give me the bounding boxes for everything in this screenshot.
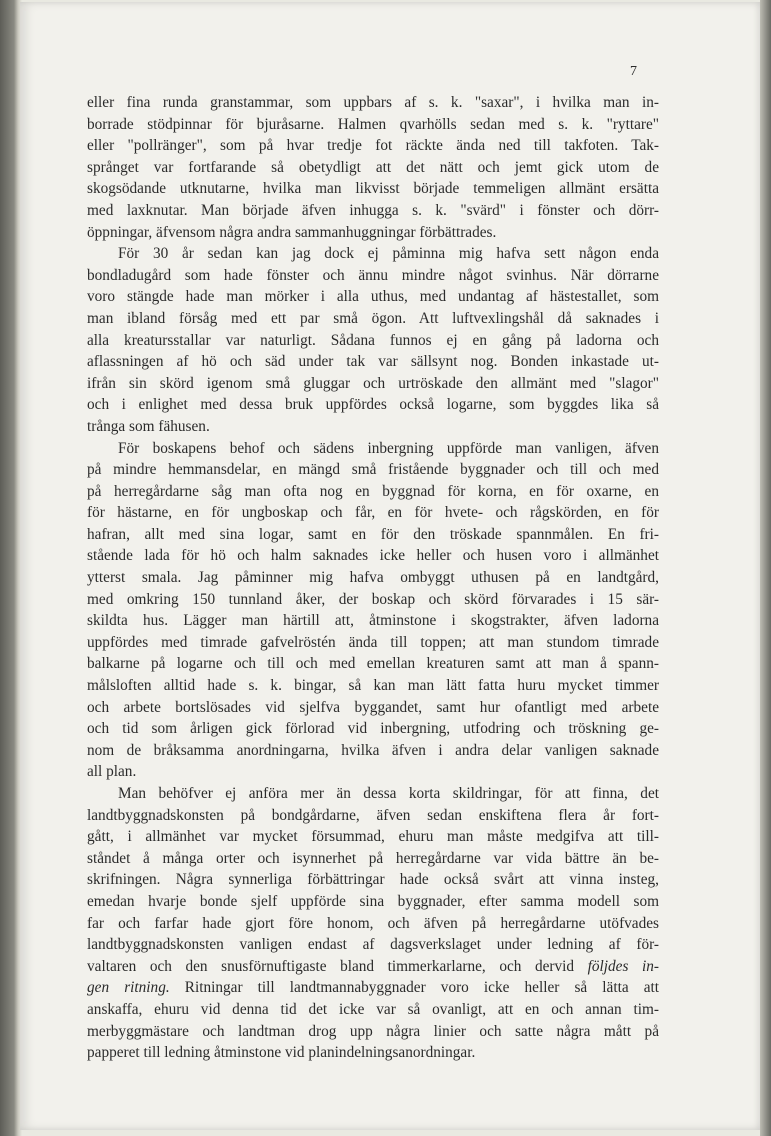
text-line: Man behöfver ej anföra mer än dessa korta skildringar, för att finna, det	[118, 785, 659, 802]
text-segment: valtaren och den snusförnuftigaste bland timmerkarlarne, och dervid	[87, 957, 575, 975]
text-line: voro stängde hade man mörker i alla uthus, med undantag af hästestallet, som	[87, 288, 659, 306]
text-line: alla kreatursstallar var naturligt. Sådana funnos ej en gång på ladorna och	[87, 331, 659, 349]
text-line: eller "pollränger", som på hvar tredje fot räckte ända ned till takfoten. Tak-	[87, 137, 659, 155]
text-line: nom de bråksamma anordningarna, hvilka äfven i andra delar vanligen saknade	[87, 741, 659, 759]
text-line: aflassningen af hö och säd under tak var sällsynt nog. Bonden inkastade ut-	[87, 353, 659, 371]
page-number: 7	[630, 64, 637, 79]
text-line: far och farfar hade gjort före honom, och äfven på herregårdarne utöfvades	[87, 914, 659, 932]
text-line: papperet till ledning åtminstone vid planindelningsanordningar.	[87, 1044, 476, 1062]
text-line: För 30 år sedan kan jag dock ej påminna mig hafva sett någon enda	[118, 245, 659, 263]
text-line: skildta hus. Lägger man härtill att, åtminstone i skogstrakter, äfven ladorna	[87, 612, 659, 630]
paragraph-2	[87, 243, 659, 437]
text-line: man ibland försåg med ett par små ögon. Att luftvexlingshål då saknades i	[87, 309, 659, 327]
text-line: borrade stödpinnar för bjuråsarne. Halmen qvarhölls sedan med s. k. "ryttare"	[87, 115, 659, 133]
text-line: skogsödande utknutarne, hvilka man likvisst började temmeligen allmänt ersätta	[87, 180, 659, 198]
body-text	[87, 92, 659, 1064]
text-line: uppfördes med timrade gafvelröstén ända till toppen; att man stundom timrade	[87, 633, 659, 651]
text-line: med laxknutar. Man började äfven inhugga s. k. "svärd" i fönster och dörr-	[87, 201, 659, 219]
text-line: ståndet å många orter och isynnerhet på herregårdarne var vida bättre än be-	[87, 849, 659, 867]
text-line: öppningar, äfvensom några andra sammanhuggningar förbättrades.	[87, 223, 497, 241]
text-line: balkarne på logarne och till och med emellan kreaturen samt att man å spann-	[87, 655, 659, 673]
text-line: landtbyggnadskonsten vanligen endast af dagsverkslaget under ledning af för-	[87, 936, 659, 954]
page-edge	[760, 0, 771, 1136]
text-line: För boskapens behof och sädens inbergning uppförde man vanligen, äfven	[118, 439, 659, 457]
text-line: merbyggmästare och landtman drog upp några linier och satte några mått på	[87, 1022, 659, 1040]
italic-text: följdes in-	[587, 957, 659, 975]
text-line: anskaffa, ehuru vid denna tid det icke var så ovanligt, att en och annan tim-	[87, 1000, 659, 1018]
italic-text: gen ritning.	[87, 979, 170, 997]
text-line: språnget var fortfarande så obetydligt att det nätt och jemt gick utom de	[87, 158, 659, 176]
text-line: emedan hvarje bonde sjelf uppförde sina byggnader, efter samma modell som	[87, 892, 659, 910]
text-line: bondladugård som hade fönster och ännu mindre något svinhus. När dörrarne	[87, 266, 659, 284]
text-line: stående lada för hö och halm saknades icke heller och husen voro i allmänhet	[87, 547, 659, 565]
text-line: på herregårdarne såg man ofta nog en byggnad för korna, en för oxarne, en	[87, 482, 659, 500]
text-line: eller fina runda granstammar, som uppbars af s. k. "saxar", i hvilka man in-	[87, 94, 659, 111]
text-line	[87, 956, 659, 978]
text-line: och i enlighet med dessa bruk uppfördes också logarne, som byggdes lika så	[87, 396, 659, 414]
paragraph-1	[87, 92, 659, 243]
text-segment: Ritningar till landtmannabyggnader voro icke heller så lätta att	[184, 979, 660, 997]
text-line: på mindre hemmansdelar, en mängd små fristående byggnader och till och med	[87, 461, 659, 479]
paragraph-3	[87, 438, 659, 784]
text-line: med omkring 150 tunnland åker, der boskap och skörd förvarades i 15 sär-	[87, 590, 659, 608]
text-line: gått, i allmänhet var mycket försummad, ehuru man måste medgifva att till-	[87, 828, 659, 846]
text-line	[87, 977, 659, 999]
paragraph-4	[87, 783, 659, 1064]
text-line: för hästarne, en för ungboskap och får, en för hvete- och rågskörden, en för	[87, 504, 659, 522]
text-line: och tid som årligen gick förlorad vid inbergning, utfodring och tröskning ge-	[87, 720, 659, 738]
text-line: målsloften alltid hade s. k. bingar, så kan man lätt fatta huru mycket timmer	[87, 677, 659, 695]
text-line: och arbete bortslösades vid sjelfva byggandet, samt hur ofantligt med arbete	[87, 698, 659, 716]
text-line: ytterst smala. Jag påminner mig hafva ombyggt uthusen på en landtgård,	[87, 569, 659, 587]
text-line: all plan.	[87, 763, 137, 781]
text-line: trånga som fähusen.	[87, 417, 210, 435]
text-line: skrifningen. Några synnerliga förbättringar hade också svårt att vinna insteg,	[87, 871, 659, 889]
text-line: hafran, allt med sina logar, samt en för den tröskade spannmålen. En fri-	[87, 525, 659, 543]
text-line: ifrån sin skörd igenom små gluggar och urtröskade den allmänt med "slagor"	[87, 374, 659, 392]
text-line: landtbyggnadskonsten på bondgårdarne, äfven sedan enskiftena flera år fort-	[87, 806, 659, 824]
